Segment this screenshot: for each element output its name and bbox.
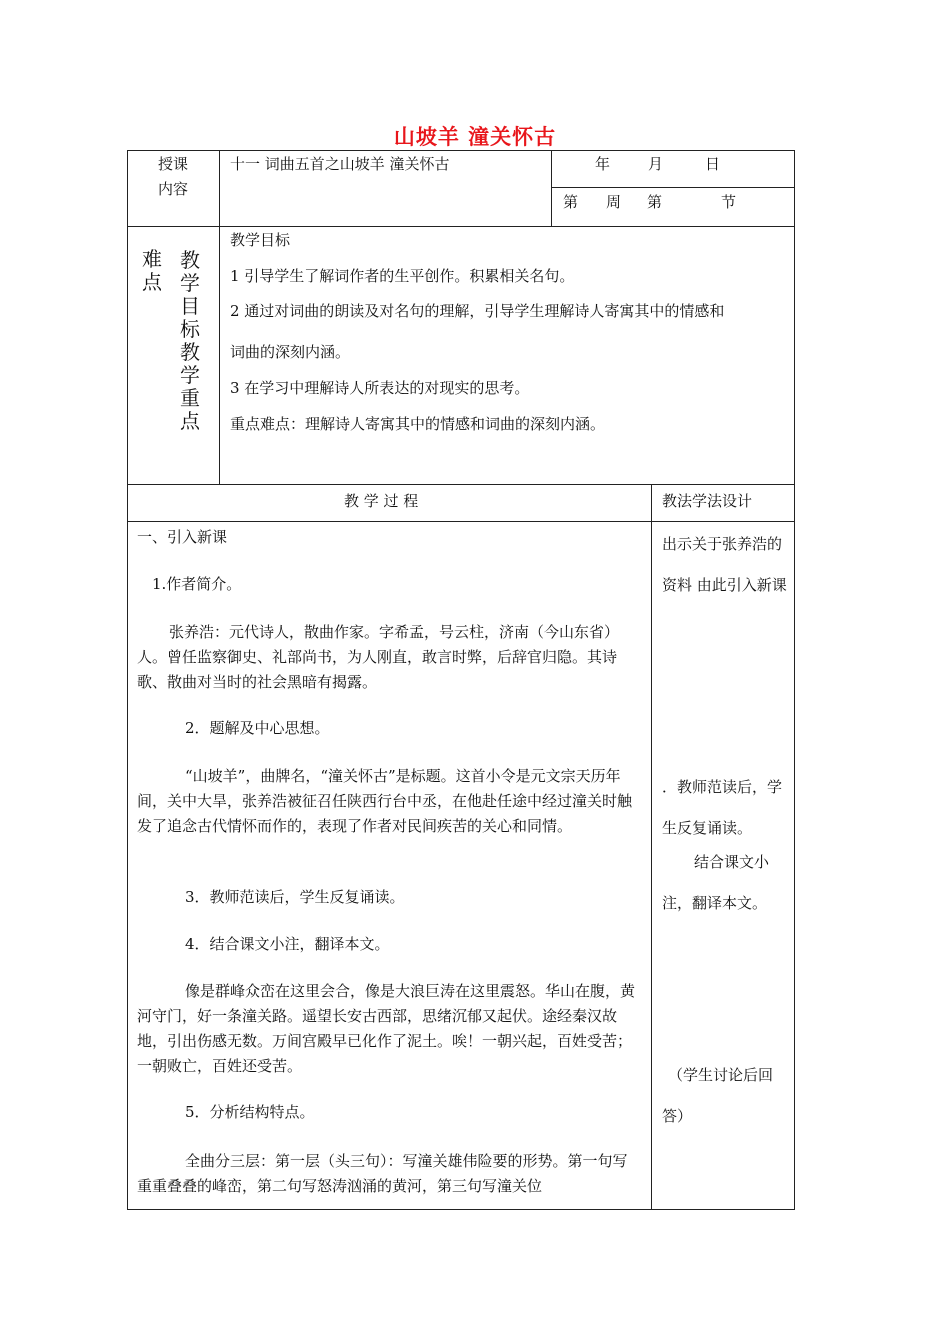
row-divider-2: [127, 484, 795, 485]
method-note-3: 结合课文小注，翻译本文。: [662, 853, 770, 912]
key-difficulty: 重点难点：理解诗人寄寓其中的情感和词曲的深刻内涵。: [230, 415, 606, 433]
objective-2-line2: 词曲的深刻内涵。: [230, 343, 351, 361]
author-paragraph: 张养浩：元代诗人，散曲作家。字希孟，号云柱，济南（今山东省）人。曾任监察御史、礼部尚书，为人刚直，敢言时弊，后辞官归隐。其诗歌、散曲对当时的社会黑暗有揭露。: [137, 623, 620, 691]
structure-paragraph: 全曲分三层：第一层（头三句）：写潼关雄伟险要的形势。第一句写重重叠叠的峰峦，第二句写怒涛汹涌的黄河，第三句写潼关位: [137, 1152, 628, 1195]
week-label: 周: [606, 193, 622, 211]
objectives-vertical-label: 教学目标教学重点: [180, 248, 200, 433]
difficulty-vertical-label: 难点: [142, 247, 162, 294]
course-label-line2: 内容: [158, 180, 189, 198]
date-month: 月: [648, 155, 664, 173]
objectives-heading: 教学目标: [230, 231, 291, 249]
row-divider-3: [127, 521, 795, 522]
section-2-heading: 2．题解及中心思想。: [185, 719, 330, 737]
course-content: 十一 词曲五首之山坡羊 潼关怀古: [230, 155, 450, 173]
date-col-divider: [551, 150, 552, 227]
process-header: 教 学 过 程: [344, 492, 419, 510]
page-title: 山坡羊 潼关怀古: [393, 124, 557, 149]
method-note-4: （学生讨论后回答）: [662, 1066, 774, 1125]
date-row-divider: [551, 187, 795, 188]
table-border-left: [127, 150, 128, 1210]
section-4-heading: 4．结合课文小注，翻译本文。: [185, 935, 390, 953]
translation-paragraph: 像是群峰众峦在这里会合，像是大浪巨涛在这里震怒。华山在腹，黄河守门，好一条潼关路。遥望长安古西部，思绪沉郁又起伏。途经秦汉故地，引出伤感无数。万间宫殿早已化作了泥土。唉！一朝兴起，百姓受苦；一朝败亡，百姓还受苦。: [137, 982, 636, 1075]
method-note-2: ．教师范读后，学生反复诵读。: [662, 778, 783, 837]
method-header-label: 教法学法设计: [662, 492, 753, 510]
title-paragraph: “山坡羊”，曲牌名，“潼关怀古”是标题。这首小令是元文宗天历年间，关中大旱，张养浩被征召任陕西行台中丞，在他赴任途中经过潼关时触发了追念古代情怀而作的，表现了作者对民间疾苦的关心和同情。: [137, 767, 633, 835]
objective-3: 3 在学习中理解诗人所表达的对现实的思考。: [230, 379, 530, 397]
period-prefix: 第: [647, 193, 663, 211]
label-col-divider: [219, 150, 220, 485]
date-year: 年: [595, 155, 611, 173]
method-note-1: 出示关于张养浩的资料 由此引入新课: [662, 535, 787, 594]
section-5-heading: 5．分析结构特点。: [185, 1103, 315, 1121]
table-border-right: [794, 150, 795, 1210]
process-col-divider: [651, 484, 652, 1210]
section-3-heading: 3．教师范读后，学生反复诵读。: [185, 888, 405, 906]
objective-1: 1 引导学生了解词作者的生平创作。积累相关名句。: [230, 267, 575, 285]
table-border-bottom: [127, 1209, 795, 1210]
row-divider-1: [127, 226, 795, 227]
course-label-line1: 授课: [158, 155, 189, 173]
section-1-1-heading: 1.作者简介。: [152, 575, 242, 593]
section-1-heading: 一、引入新课: [137, 528, 228, 546]
week-prefix: 第: [563, 193, 579, 211]
date-day: 日: [705, 155, 721, 173]
objective-2-line1: 2 通过对词曲的朗读及对名句的理解，引导学生理解诗人寄寓其中的情感和: [230, 302, 725, 320]
table-border-top: [127, 150, 795, 151]
period-label: 节: [721, 193, 737, 211]
